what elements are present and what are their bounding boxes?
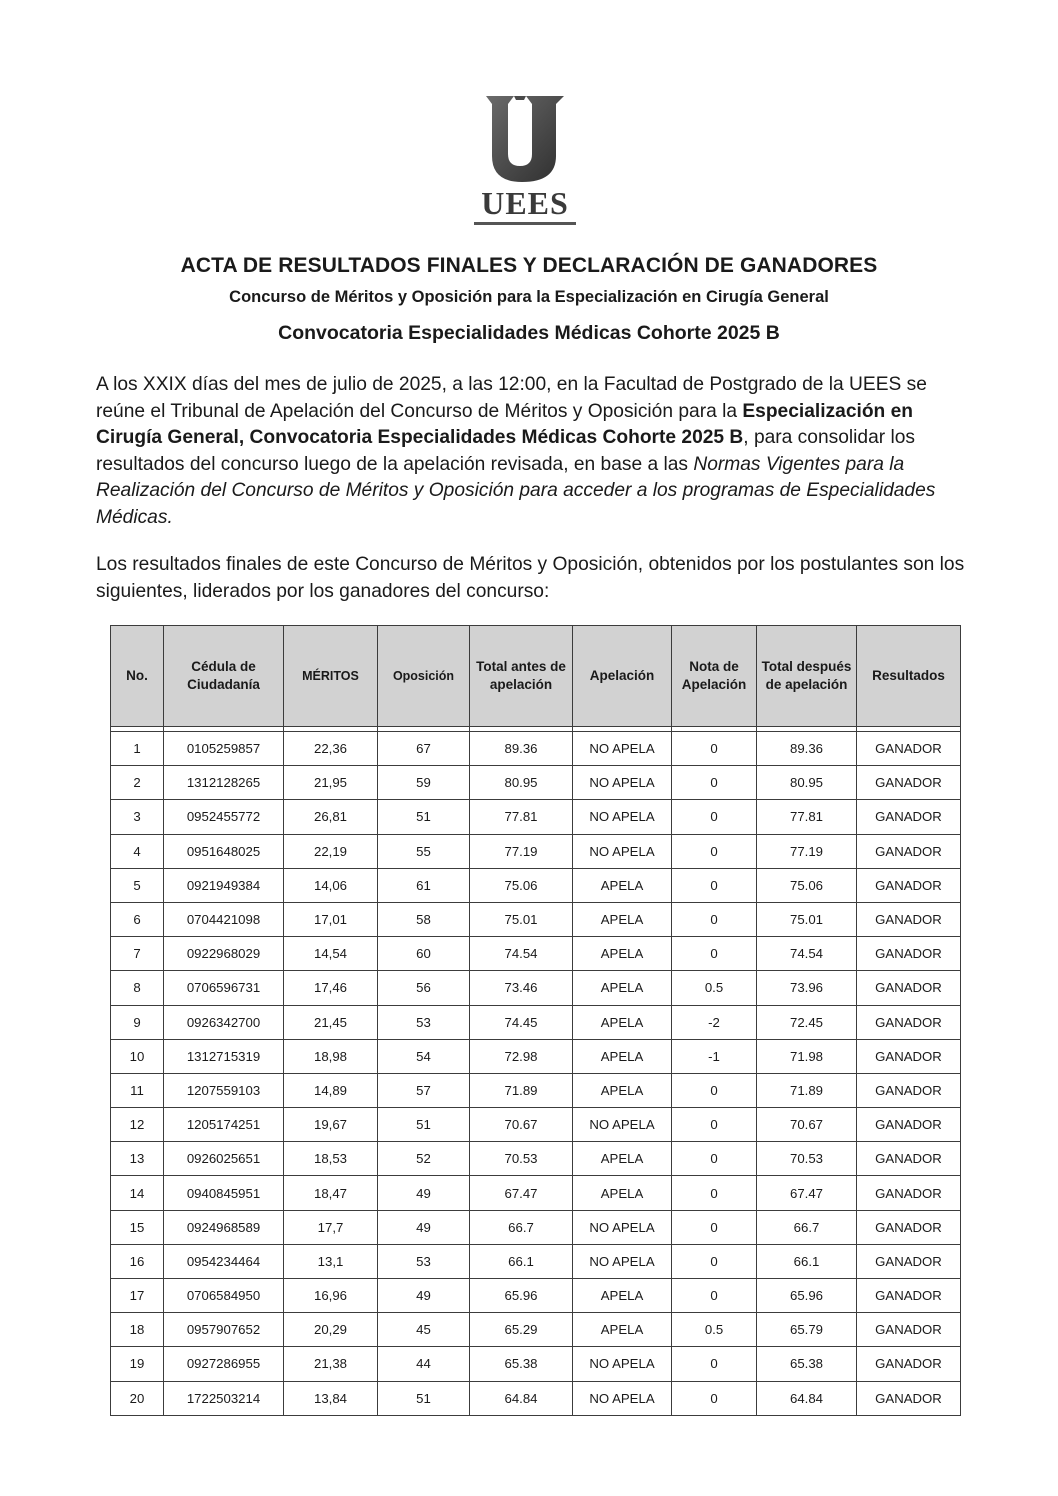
cell-oposicion: 56	[378, 971, 470, 1005]
cell-resultado: GANADOR	[857, 1313, 961, 1347]
document-subtitle: Concurso de Méritos y Oposición para la Especialización en Cirugía General	[229, 288, 829, 306]
cell-total-despues: 64.84	[757, 1381, 857, 1415]
table-row	[111, 937, 961, 971]
cell-oposicion: 44	[378, 1347, 470, 1381]
cell-oposicion: 61	[378, 868, 470, 902]
cell-apelacion: NO APELA	[573, 1347, 672, 1381]
cell-total-antes: 65.38	[470, 1347, 573, 1381]
cell-apelacion: APELA	[573, 1039, 672, 1073]
cell-total-antes: 64.84	[470, 1381, 573, 1415]
cell-nota-apelacion: -1	[672, 1039, 757, 1073]
table-row	[111, 1244, 961, 1278]
cell-resultado: GANADOR	[857, 1381, 961, 1415]
table-row	[111, 1108, 961, 1142]
document-title: ACTA DE RESULTADOS FINALES Y DECLARACIÓN DE GANADORES	[180, 254, 878, 277]
intro-paragraph	[96, 372, 976, 532]
cell-cedula: 0954234464	[164, 1244, 284, 1278]
cell-no: 6	[111, 902, 164, 936]
results-table	[110, 625, 961, 1416]
cell-apelacion: APELA	[573, 1073, 672, 1107]
cell-apelacion: NO APELA	[573, 1108, 672, 1142]
cell-apelacion: APELA	[573, 1142, 672, 1176]
cell-total-despues: 71.98	[757, 1039, 857, 1073]
cell-meritos: 19,67	[284, 1108, 378, 1142]
cell-nota-apelacion: -2	[672, 1005, 757, 1039]
header-nota-apelacion: Nota de Apelación	[672, 626, 757, 727]
cell-meritos: 26,81	[284, 800, 378, 834]
cell-nota-apelacion: 0.5	[672, 1313, 757, 1347]
table-row	[111, 766, 961, 800]
cell-meritos: 18,53	[284, 1142, 378, 1176]
table-row	[111, 800, 961, 834]
cell-nota-apelacion: 0	[672, 800, 757, 834]
cell-no: 2	[111, 766, 164, 800]
cell-cedula: 0924968589	[164, 1210, 284, 1244]
header-resultados: Resultados	[857, 626, 961, 727]
cell-resultado: GANADOR	[857, 1108, 961, 1142]
cell-total-despues: 73.96	[757, 971, 857, 1005]
cell-cedula: 0704421098	[164, 902, 284, 936]
table-row	[111, 834, 961, 868]
cell-nota-apelacion: 0	[672, 1347, 757, 1381]
intro-text-bold: Especialización en Cirugía General, Convocatoria Especialidades Médicas Cohorte 2025 B	[96, 400, 913, 449]
cell-meritos: 18,47	[284, 1176, 378, 1210]
cell-nota-apelacion: 0	[672, 1176, 757, 1210]
cell-meritos: 14,06	[284, 868, 378, 902]
cell-oposicion: 49	[378, 1176, 470, 1210]
cell-cedula: 0105259857	[164, 732, 284, 766]
cell-cedula: 0921949384	[164, 868, 284, 902]
cell-total-antes: 74.54	[470, 937, 573, 971]
cell-meritos: 21,95	[284, 766, 378, 800]
cell-oposicion: 58	[378, 902, 470, 936]
cell-resultado: GANADOR	[857, 1005, 961, 1039]
cell-total-despues: 66.1	[757, 1244, 857, 1278]
cell-total-antes: 65.96	[470, 1279, 573, 1313]
cell-no: 13	[111, 1142, 164, 1176]
cell-nota-apelacion: 0	[672, 732, 757, 766]
cell-cedula: 0922968029	[164, 937, 284, 971]
cell-apelacion: APELA	[573, 902, 672, 936]
cell-cedula: 0926342700	[164, 1005, 284, 1039]
table-row	[111, 1210, 961, 1244]
cell-meritos: 13,1	[284, 1244, 378, 1278]
header-no: No.	[111, 626, 164, 727]
cell-nota-apelacion: 0.5	[672, 971, 757, 1005]
cell-no: 12	[111, 1108, 164, 1142]
cell-oposicion: 51	[378, 800, 470, 834]
cell-resultado: GANADOR	[857, 1073, 961, 1107]
cell-apelacion: APELA	[573, 1176, 672, 1210]
cell-resultado: GANADOR	[857, 1210, 961, 1244]
cell-meritos: 14,54	[284, 937, 378, 971]
table-row	[111, 971, 961, 1005]
table-row	[111, 868, 961, 902]
table-header-row	[111, 626, 961, 727]
cell-no: 14	[111, 1176, 164, 1210]
cell-meritos: 13,84	[284, 1381, 378, 1415]
cell-total-despues: 77.81	[757, 800, 857, 834]
cell-apelacion: NO APELA	[573, 834, 672, 868]
cell-no: 16	[111, 1244, 164, 1278]
cell-meritos: 17,46	[284, 971, 378, 1005]
cell-total-despues: 65.38	[757, 1347, 857, 1381]
cell-nota-apelacion: 0	[672, 1142, 757, 1176]
table-row	[111, 1313, 961, 1347]
cell-cedula: 0951648025	[164, 834, 284, 868]
table-row	[111, 1176, 961, 1210]
cell-total-despues: 77.19	[757, 834, 857, 868]
cell-meritos: 17,01	[284, 902, 378, 936]
cell-nota-apelacion: 0	[672, 1073, 757, 1107]
cell-no: 3	[111, 800, 164, 834]
cell-cedula: 1312128265	[164, 766, 284, 800]
header-total-despues: Total después de apelación	[757, 626, 857, 727]
cell-resultado: GANADOR	[857, 834, 961, 868]
cell-cedula: 1722503214	[164, 1381, 284, 1415]
cell-oposicion: 52	[378, 1142, 470, 1176]
cell-nota-apelacion: 0	[672, 1279, 757, 1313]
header-cedula: Cédula de Ciudadanía	[164, 626, 284, 727]
cell-total-despues: 70.53	[757, 1142, 857, 1176]
cell-meritos: 22,19	[284, 834, 378, 868]
cell-total-despues: 70.67	[757, 1108, 857, 1142]
cell-cedula: 0926025651	[164, 1142, 284, 1176]
cell-cedula: 0957907652	[164, 1313, 284, 1347]
cell-resultado: GANADOR	[857, 1176, 961, 1210]
cell-total-antes: 72.98	[470, 1039, 573, 1073]
cell-total-despues: 65.79	[757, 1313, 857, 1347]
cell-total-antes: 67.47	[470, 1176, 573, 1210]
cell-meritos: 18,98	[284, 1039, 378, 1073]
cell-total-despues: 67.47	[757, 1176, 857, 1210]
cell-no: 18	[111, 1313, 164, 1347]
cell-apelacion: APELA	[573, 1313, 672, 1347]
cell-resultado: GANADOR	[857, 732, 961, 766]
cell-meritos: 21,45	[284, 1005, 378, 1039]
header-meritos: MÉRITOS	[284, 626, 378, 727]
cell-oposicion: 59	[378, 766, 470, 800]
table-row	[111, 1005, 961, 1039]
cell-resultado: GANADOR	[857, 937, 961, 971]
table-body	[111, 727, 961, 1416]
cell-cedula: 0952455772	[164, 800, 284, 834]
cell-cedula: 0940845951	[164, 1176, 284, 1210]
cell-oposicion: 53	[378, 1244, 470, 1278]
cell-nota-apelacion: 0	[672, 766, 757, 800]
cell-no: 7	[111, 937, 164, 971]
cell-total-despues: 65.96	[757, 1279, 857, 1313]
document-convocatoria: Convocatoria Especialidades Médicas Cohorte 2025 B	[278, 322, 780, 344]
cell-meritos: 17,7	[284, 1210, 378, 1244]
cell-cedula: 1312715319	[164, 1039, 284, 1073]
cell-apelacion: NO APELA	[573, 1210, 672, 1244]
cell-total-antes: 80.95	[470, 766, 573, 800]
cell-meritos: 16,96	[284, 1279, 378, 1313]
cell-resultado: GANADOR	[857, 766, 961, 800]
cell-no: 1	[111, 732, 164, 766]
cell-apelacion: NO APELA	[573, 800, 672, 834]
cell-no: 4	[111, 834, 164, 868]
cell-apelacion: APELA	[573, 937, 672, 971]
cell-total-antes: 77.81	[470, 800, 573, 834]
cell-nota-apelacion: 0	[672, 1244, 757, 1278]
cell-no: 20	[111, 1381, 164, 1415]
uees-logo	[464, 92, 586, 232]
cell-no: 17	[111, 1279, 164, 1313]
cell-cedula: 1205174251	[164, 1108, 284, 1142]
cell-nota-apelacion: 0	[672, 834, 757, 868]
cell-total-despues: 89.36	[757, 732, 857, 766]
cell-nota-apelacion: 0	[672, 902, 757, 936]
cell-no: 11	[111, 1073, 164, 1107]
cell-total-despues: 75.01	[757, 902, 857, 936]
cell-total-antes: 70.53	[470, 1142, 573, 1176]
cell-total-antes: 74.45	[470, 1005, 573, 1039]
cell-total-antes: 65.29	[470, 1313, 573, 1347]
cell-resultado: GANADOR	[857, 1279, 961, 1313]
cell-oposicion: 53	[378, 1005, 470, 1039]
cell-nota-apelacion: 0	[672, 1108, 757, 1142]
cell-oposicion: 45	[378, 1313, 470, 1347]
cell-total-antes: 75.01	[470, 902, 573, 936]
cell-total-antes: 89.36	[470, 732, 573, 766]
results-paragraph: Los resultados finales de este Concurso de Méritos y Oposición, obtenidos por los postulantes son los siguientes, liderados por los ganadores del concurso:	[96, 554, 965, 602]
cell-oposicion: 55	[378, 834, 470, 868]
header-apelacion: Apelación	[573, 626, 672, 727]
cell-apelacion: NO APELA	[573, 1381, 672, 1415]
cell-no: 5	[111, 868, 164, 902]
header-oposicion: Oposición	[378, 626, 470, 727]
cell-apelacion: APELA	[573, 1279, 672, 1313]
cell-meritos: 14,89	[284, 1073, 378, 1107]
cell-total-antes: 66.7	[470, 1210, 573, 1244]
cell-no: 15	[111, 1210, 164, 1244]
cell-resultado: GANADOR	[857, 1244, 961, 1278]
cell-resultado: GANADOR	[857, 1347, 961, 1381]
cell-total-despues: 71.89	[757, 1073, 857, 1107]
intro-text-italic: Normas Vigentes para la Realización del Concurso de Méritos y Oposición para acceder a los programas de Especialidades Médicas.	[96, 453, 936, 528]
cell-cedula: 0927286955	[164, 1347, 284, 1381]
cell-total-despues: 72.45	[757, 1005, 857, 1039]
cell-total-antes: 66.1	[470, 1244, 573, 1278]
table-row	[111, 1142, 961, 1176]
cell-resultado: GANADOR	[857, 1142, 961, 1176]
intro-text-c: , para consolidar los resultados del concurso luego de la apelación revisada, en base a las	[96, 427, 915, 475]
cell-no: 19	[111, 1347, 164, 1381]
cell-total-despues: 66.7	[757, 1210, 857, 1244]
cell-no: 8	[111, 971, 164, 1005]
cell-oposicion: 49	[378, 1210, 470, 1244]
cell-oposicion: 51	[378, 1381, 470, 1415]
cell-meritos: 21,38	[284, 1347, 378, 1381]
cell-nota-apelacion: 0	[672, 868, 757, 902]
table-row	[111, 1381, 961, 1415]
cell-total-despues: 74.54	[757, 937, 857, 971]
cell-oposicion: 51	[378, 1108, 470, 1142]
cell-total-despues: 75.06	[757, 868, 857, 902]
cell-apelacion: NO APELA	[573, 1244, 672, 1278]
cell-apelacion: APELA	[573, 868, 672, 902]
cell-total-antes: 73.46	[470, 971, 573, 1005]
intro-text-a: A los XXIX días del mes de julio de 2025, a las 12:00, en la Facultad de Postgrado de la UEES se reúne el Tribunal de Apelación del Concurso de Méritos y Oposición para la	[96, 374, 927, 422]
cell-apelacion: NO APELA	[573, 732, 672, 766]
cell-cedula: 0706584950	[164, 1279, 284, 1313]
table-row	[111, 732, 961, 766]
cell-total-despues: 80.95	[757, 766, 857, 800]
cell-no: 9	[111, 1005, 164, 1039]
cell-resultado: GANADOR	[857, 800, 961, 834]
cell-oposicion: 57	[378, 1073, 470, 1107]
table-row	[111, 1279, 961, 1313]
cell-apelacion: APELA	[573, 971, 672, 1005]
cell-nota-apelacion: 0	[672, 1381, 757, 1415]
table-row	[111, 902, 961, 936]
cell-resultado: GANADOR	[857, 868, 961, 902]
cell-total-antes: 71.89	[470, 1073, 573, 1107]
table-row	[111, 1039, 961, 1073]
cell-nota-apelacion: 0	[672, 937, 757, 971]
cell-resultado: GANADOR	[857, 1039, 961, 1073]
cell-total-antes: 70.67	[470, 1108, 573, 1142]
cell-total-antes: 75.06	[470, 868, 573, 902]
cell-apelacion: NO APELA	[573, 766, 672, 800]
cell-nota-apelacion: 0	[672, 1210, 757, 1244]
cell-total-antes: 77.19	[470, 834, 573, 868]
cell-meritos: 20,29	[284, 1313, 378, 1347]
cell-cedula: 1207559103	[164, 1073, 284, 1107]
cell-resultado: GANADOR	[857, 902, 961, 936]
cell-meritos: 22,36	[284, 732, 378, 766]
cell-no: 10	[111, 1039, 164, 1073]
cell-resultado: GANADOR	[857, 971, 961, 1005]
cell-oposicion: 49	[378, 1279, 470, 1313]
cell-oposicion: 60	[378, 937, 470, 971]
cell-apelacion: APELA	[573, 1005, 672, 1039]
cell-oposicion: 54	[378, 1039, 470, 1073]
cell-oposicion: 67	[378, 732, 470, 766]
svg-text:UEES: UEES	[481, 185, 569, 221]
table-row	[111, 1347, 961, 1381]
table-row	[111, 1073, 961, 1107]
header-total-antes: Total antes de apelación	[470, 626, 573, 727]
cell-cedula: 0706596731	[164, 971, 284, 1005]
